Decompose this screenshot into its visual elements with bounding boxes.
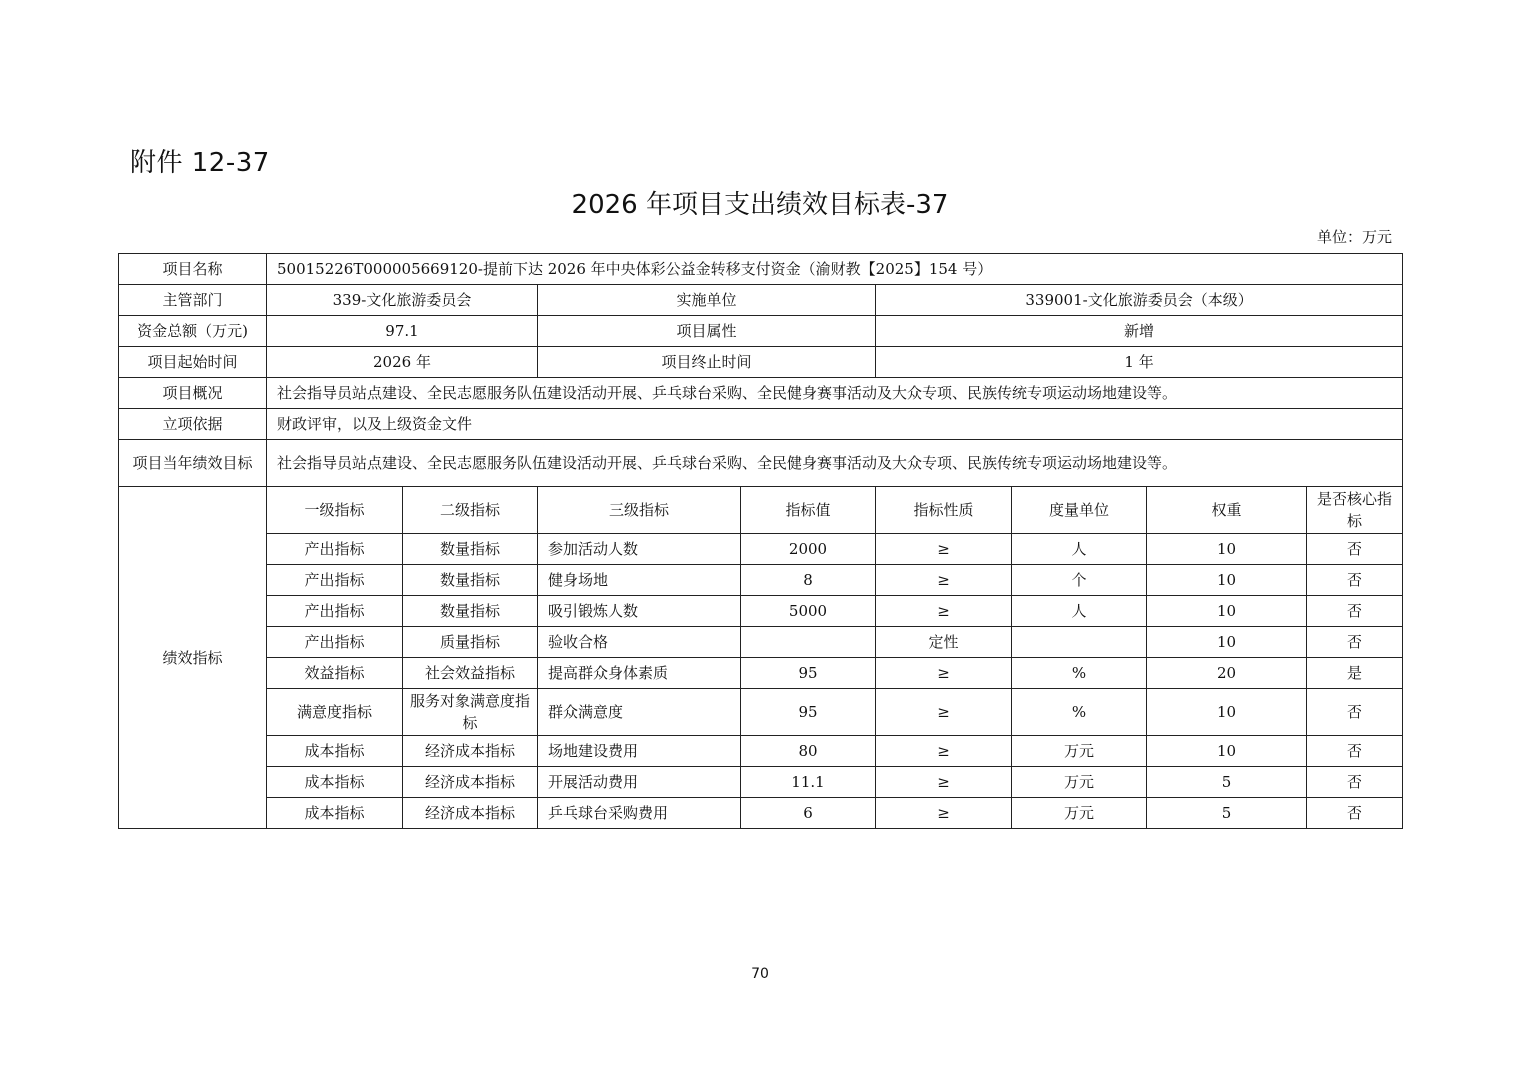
value-cell: 6 [741, 798, 876, 829]
level1-cell: 产出指标 [267, 565, 403, 596]
header-nature: 指标性质 [876, 487, 1012, 534]
weight-cell: 10 [1147, 565, 1307, 596]
value-cell [741, 627, 876, 658]
unit-cell: 个 [1012, 565, 1147, 596]
row-goal [119, 440, 1403, 487]
unit-cell [1012, 627, 1147, 658]
level2-cell: 经济成本指标 [403, 798, 538, 829]
start-value: 2026 年 [267, 347, 538, 378]
impl-value: 339001-文化旅游委员会（本级） [876, 285, 1403, 316]
goal-value: 社会指导员站点建设、全民志愿服务队伍建设活动开展、乒乓球台采购、全民健身赛事活动及大众专项、民族传统专项运动场地建设等。 [267, 440, 1403, 487]
nature-cell: ≥ [876, 767, 1012, 798]
overview-value: 社会指导员站点建设、全民志愿服务队伍建设活动开展、乒乓球台采购、全民健身赛事活动及大众专项、民族传统专项运动场地建设等。 [267, 378, 1403, 409]
table-row [119, 627, 1403, 658]
value-cell: 95 [741, 689, 876, 736]
project-name-label: 项目名称 [119, 254, 267, 285]
dept-label: 主管部门 [119, 285, 267, 316]
unit-label: 单位：万元 [1316, 228, 1392, 246]
core-cell: 是 [1307, 658, 1403, 689]
table-row [119, 565, 1403, 596]
level1-cell: 效益指标 [267, 658, 403, 689]
unit-cell: % [1012, 658, 1147, 689]
level3-cell: 乒乓球台采购费用 [538, 798, 741, 829]
nature-cell: ≥ [876, 736, 1012, 767]
value-cell: 11.1 [741, 767, 876, 798]
nature-cell: ≥ [876, 596, 1012, 627]
unit-cell: % [1012, 689, 1147, 736]
header-value: 指标值 [741, 487, 876, 534]
fund-value: 97.1 [267, 316, 538, 347]
level1-cell: 产出指标 [267, 534, 403, 565]
indicator-header-row [119, 487, 1403, 534]
table-row [119, 767, 1403, 798]
header-level3: 三级指标 [538, 487, 741, 534]
weight-cell: 10 [1147, 689, 1307, 736]
nature-cell: ≥ [876, 658, 1012, 689]
weight-cell: 5 [1147, 767, 1307, 798]
level2-cell: 数量指标 [403, 596, 538, 627]
unit-cell: 万元 [1012, 736, 1147, 767]
unit-cell: 万元 [1012, 798, 1147, 829]
level3-cell: 群众满意度 [538, 689, 741, 736]
nature-cell: ≥ [876, 689, 1012, 736]
value-cell: 95 [741, 658, 876, 689]
start-label: 项目起始时间 [119, 347, 267, 378]
attr-value: 新增 [876, 316, 1403, 347]
attr-label: 项目属性 [538, 316, 876, 347]
unit-cell: 人 [1012, 534, 1147, 565]
value-cell: 8 [741, 565, 876, 596]
level3-cell: 参加活动人数 [538, 534, 741, 565]
header-unit: 度量单位 [1012, 487, 1147, 534]
core-cell: 否 [1307, 798, 1403, 829]
overview-label: 项目概况 [119, 378, 267, 409]
level1-cell: 成本指标 [267, 767, 403, 798]
level3-cell: 吸引锻炼人数 [538, 596, 741, 627]
table-row [119, 798, 1403, 829]
weight-cell: 5 [1147, 798, 1307, 829]
level3-cell: 验收合格 [538, 627, 741, 658]
page-title: 2026 年项目支出绩效目标表-37 [571, 190, 949, 220]
table-row [119, 736, 1403, 767]
basis-label: 立项依据 [119, 409, 267, 440]
impl-label: 实施单位 [538, 285, 876, 316]
nature-cell: ≥ [876, 798, 1012, 829]
level1-cell: 满意度指标 [267, 689, 403, 736]
level3-cell: 提高群众身体素质 [538, 658, 741, 689]
core-cell: 否 [1307, 534, 1403, 565]
level1-cell: 产出指标 [267, 627, 403, 658]
level3-cell: 健身场地 [538, 565, 741, 596]
header-core: 是否核心指标 [1307, 487, 1403, 534]
indicators-section-label: 绩效指标 [119, 487, 267, 829]
table-row [119, 534, 1403, 565]
header-level1: 一级指标 [267, 487, 403, 534]
table-row [119, 658, 1403, 689]
level2-cell: 服务对象满意度指标 [403, 689, 538, 736]
nature-cell: 定性 [876, 627, 1012, 658]
row-project-name [119, 254, 1403, 285]
unit-cell: 人 [1012, 596, 1147, 627]
value-cell: 5000 [741, 596, 876, 627]
table-row [119, 596, 1403, 627]
row-overview [119, 378, 1403, 409]
level1-cell: 产出指标 [267, 596, 403, 627]
nature-cell: ≥ [876, 534, 1012, 565]
row-department [119, 285, 1403, 316]
basis-value: 财政评审，以及上级资金文件 [267, 409, 1403, 440]
header-weight: 权重 [1147, 487, 1307, 534]
unit-cell: 万元 [1012, 767, 1147, 798]
end-value: 1 年 [876, 347, 1403, 378]
project-name-value: 50015226T000005669120-提前下达 2026 年中央体彩公益金转移支付资金（渝财教【2025】154 号） [267, 254, 1403, 285]
dept-value: 339-文化旅游委员会 [267, 285, 538, 316]
level1-cell: 成本指标 [267, 798, 403, 829]
weight-cell: 10 [1147, 534, 1307, 565]
weight-cell: 20 [1147, 658, 1307, 689]
weight-cell: 10 [1147, 627, 1307, 658]
row-fund [119, 316, 1403, 347]
weight-cell: 10 [1147, 596, 1307, 627]
table-row [119, 689, 1403, 736]
goal-label: 项目当年绩效目标 [119, 440, 267, 487]
core-cell: 否 [1307, 627, 1403, 658]
level2-cell: 质量指标 [403, 627, 538, 658]
level1-cell: 成本指标 [267, 736, 403, 767]
level2-cell: 经济成本指标 [403, 767, 538, 798]
nature-cell: ≥ [876, 565, 1012, 596]
level2-cell: 社会效益指标 [403, 658, 538, 689]
header-level2: 二级指标 [403, 487, 538, 534]
level3-cell: 开展活动费用 [538, 767, 741, 798]
value-cell: 2000 [741, 534, 876, 565]
core-cell: 否 [1307, 689, 1403, 736]
level2-cell: 数量指标 [403, 565, 538, 596]
fund-label: 资金总额（万元) [119, 316, 267, 347]
level3-cell: 场地建设费用 [538, 736, 741, 767]
core-cell: 否 [1307, 767, 1403, 798]
attachment-label: 附件 12-37 [130, 148, 270, 178]
end-label: 项目终止时间 [538, 347, 876, 378]
row-basis [119, 409, 1403, 440]
value-cell: 80 [741, 736, 876, 767]
row-time [119, 347, 1403, 378]
weight-cell: 10 [1147, 736, 1307, 767]
core-cell: 否 [1307, 565, 1403, 596]
core-cell: 否 [1307, 736, 1403, 767]
page-number: 70 [751, 966, 769, 982]
core-cell: 否 [1307, 596, 1403, 627]
level2-cell: 经济成本指标 [403, 736, 538, 767]
performance-target-table [118, 253, 1403, 829]
level2-cell: 数量指标 [403, 534, 538, 565]
